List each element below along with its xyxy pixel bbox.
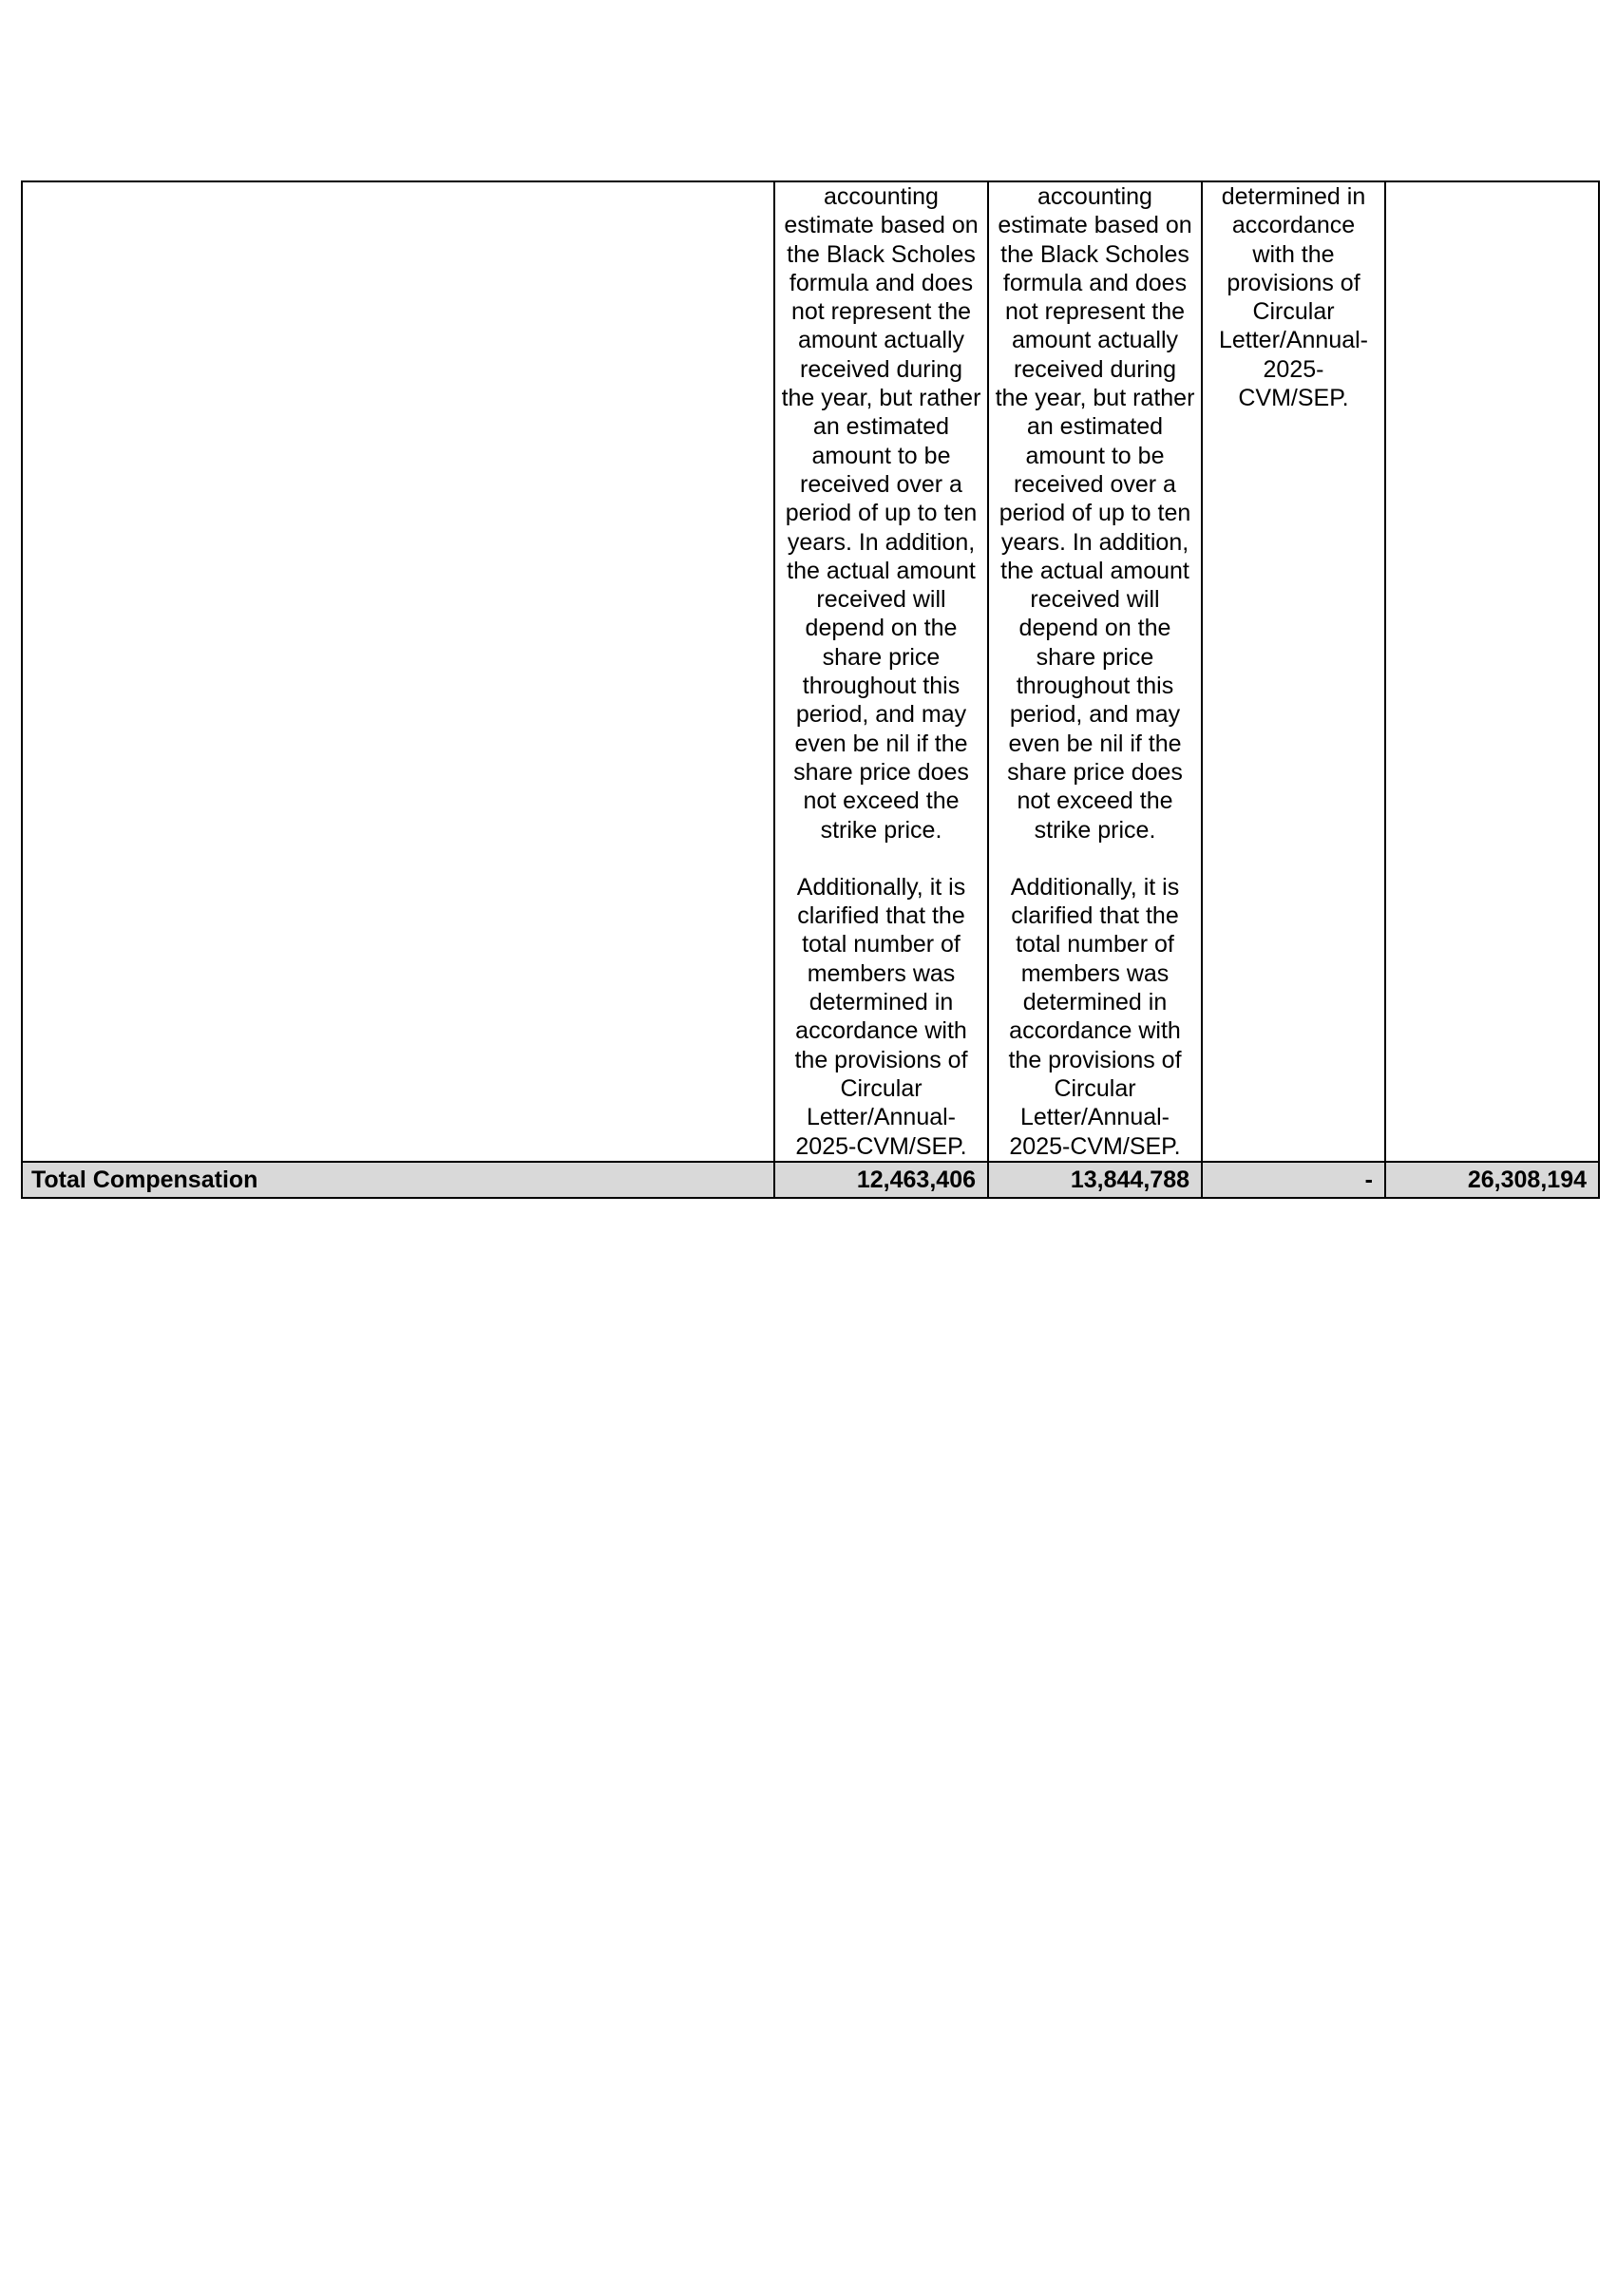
total-col3-value: 13,844,788 (988, 1162, 1202, 1198)
total-col2-value: 12,463,406 (774, 1162, 988, 1198)
note-cell-col2 (774, 181, 988, 1162)
total-row (22, 1162, 1599, 1198)
note-cell-col5 (1385, 181, 1599, 1162)
total-label: Total Compensation (22, 1162, 774, 1198)
note-col4-paragraph-1: determined in accordance with the provisions of Circular Letter/Annual-2025-CVM/SEP. (1218, 183, 1369, 412)
note-col2-paragraph-2: Additionally, it is clarified that the total number of members was determined in accordance with the provisions of Circular Letter/Annual-2025-CVM/SEP. (794, 873, 968, 1160)
note-row (22, 181, 1599, 1162)
compensation-table (21, 180, 1600, 1199)
total-col4-value: - (1202, 1162, 1385, 1198)
note-cell-col4 (1202, 181, 1385, 1162)
note-col3-paragraph-2: Additionally, it is clarified that the total number of members was determined in accordance with the provisions of Circular Letter/Annual-2025-CVM/SEP. (1008, 873, 1182, 1160)
note-cell-label (22, 181, 774, 1162)
note-col3-paragraph-1: accounting estimate based on the Black Scholes formula and does not represent the amount actually received during the year, but rather an estimated amount to be received over a period of up to ten years. In addition, the actual amount received will depend on the share price throughout this period, and may even be nil if the share price does not exceed the strike price. (995, 183, 1195, 844)
note-cell-col3 (988, 181, 1202, 1162)
note-col2-paragraph-1: accounting estimate based on the Black Scholes formula and does not represent the amount actually received during the year, but rather an estimated amount to be received over a period of up to ten years. In addition, the actual amount received will depend on the share price throughout this period, and may even be nil if the share price does not exceed the strike price. (781, 183, 981, 844)
total-col5-value: 26,308,194 (1385, 1162, 1599, 1198)
